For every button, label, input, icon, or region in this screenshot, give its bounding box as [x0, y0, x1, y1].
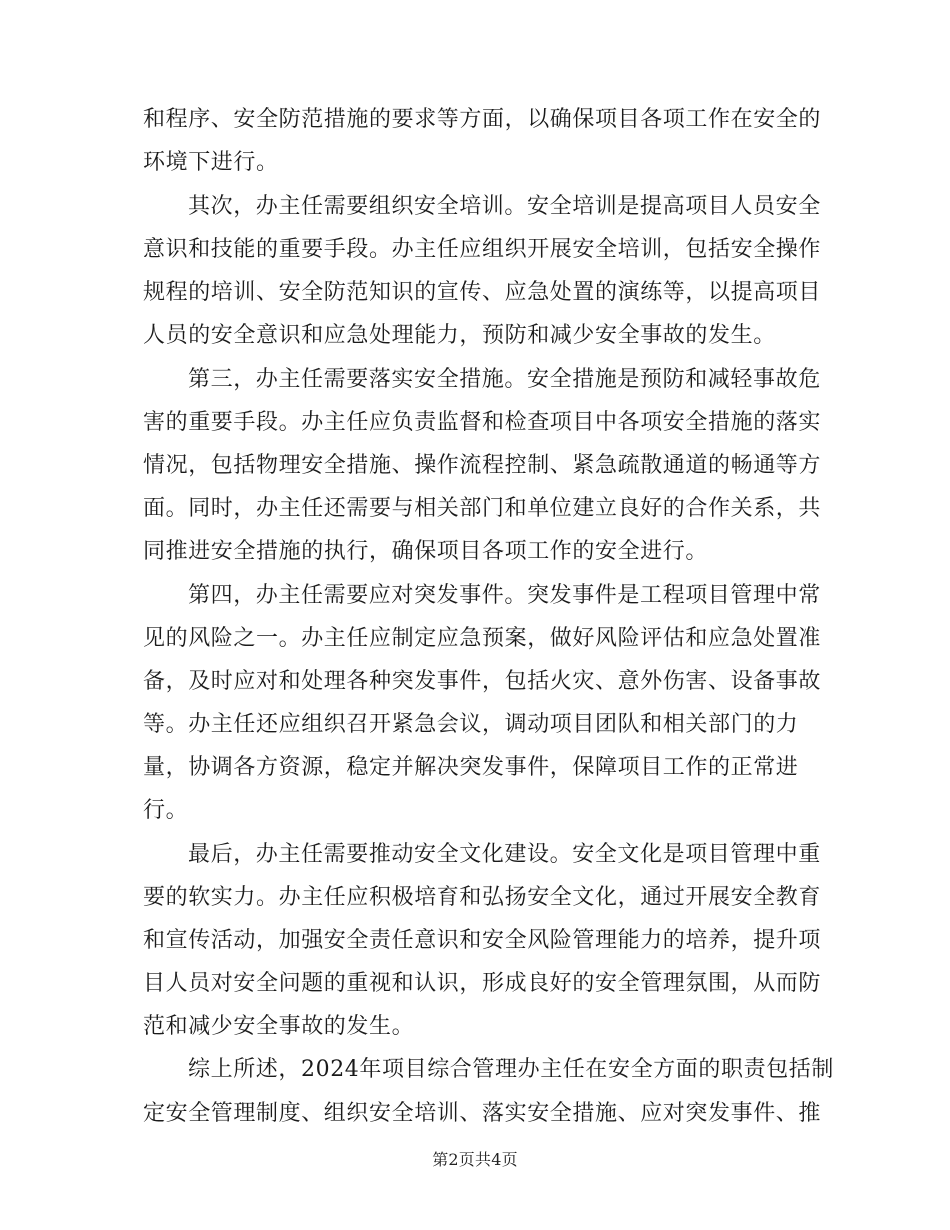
paragraph-start-line: 第三，办主任需要落实安全措施。安全措施是预防和减轻事故危 — [188, 367, 821, 392]
text-line: 量，协调各方资源，稳定并解决突发事件，保障项目工作的正常进 — [143, 755, 799, 780]
text-line: 意识和技能的重要手段。办主任应组织开展安全培训，包括安全操作 — [143, 237, 822, 262]
paragraph-start-line: 最后，办主任需要推动安全文化建设。安全文化是项目管理中重 — [188, 842, 821, 867]
text-line: 范和减少安全事故的发生。 — [143, 1014, 415, 1039]
text-line: 规程的培训、安全防范知识的宣传、应急处置的演练等，以提高项目 — [143, 280, 822, 305]
text-line: 害的重要手段。办主任应负责监督和检查项目中各项安全措施的落实 — [143, 410, 822, 435]
text-line: 行。 — [143, 798, 189, 823]
text-line: 目人员对安全问题的重视和认识，形成良好的安全管理氛围，从而防 — [143, 971, 822, 996]
paragraph-start-line: 第四，办主任需要应对突发事件。突发事件是工程项目管理中常 — [188, 583, 821, 608]
paragraph-start-line: 其次，办主任需要组织安全培训。安全培训是提高项目人员安全 — [188, 194, 821, 219]
text-line: 和程序、安全防范措施的要求等方面，以确保项目各项工作在安全的 — [143, 107, 822, 132]
text-line: 要的软实力。办主任应积极培育和弘扬安全文化，通过开展安全教育 — [143, 885, 822, 910]
text-line: 等。办主任还应组织召开紧急会议，调动项目团队和相关部门的力 — [143, 712, 799, 737]
text-line: 见的风险之一。办主任应制定应急预案，做好风险评估和应急处置准 — [143, 626, 822, 651]
text-line: 定安全管理制度、组织安全培训、落实安全措施、应对突发事件、推 — [143, 1101, 822, 1126]
text-line: 面。同时，办主任还需要与相关部门和单位建立良好的合作关系，共 — [143, 496, 822, 521]
text-line: 环境下进行。 — [143, 150, 279, 175]
text-line: 和宣传活动，加强安全责任意识和安全风险管理能力的培养，提升项 — [143, 928, 822, 953]
page-number-footer: 第2页共4页 — [432, 1150, 518, 1169]
paragraph-start-line: 综上所述，2024年项目综合管理办主任在安全方面的职责包括制 — [188, 1057, 834, 1082]
text-line: 同推进安全措施的执行，确保项目各项工作的安全进行。 — [143, 539, 709, 564]
text-line: 备，及时应对和处理各种突发事件，包括火灾、意外伤害、设备事故 — [143, 669, 822, 694]
text-line: 情况，包括物理安全措施、操作流程控制、紧急疏散通道的畅通等方 — [143, 453, 822, 478]
text-line: 人员的安全意识和应急处理能力，预防和减少安全事故的发生。 — [143, 323, 776, 348]
